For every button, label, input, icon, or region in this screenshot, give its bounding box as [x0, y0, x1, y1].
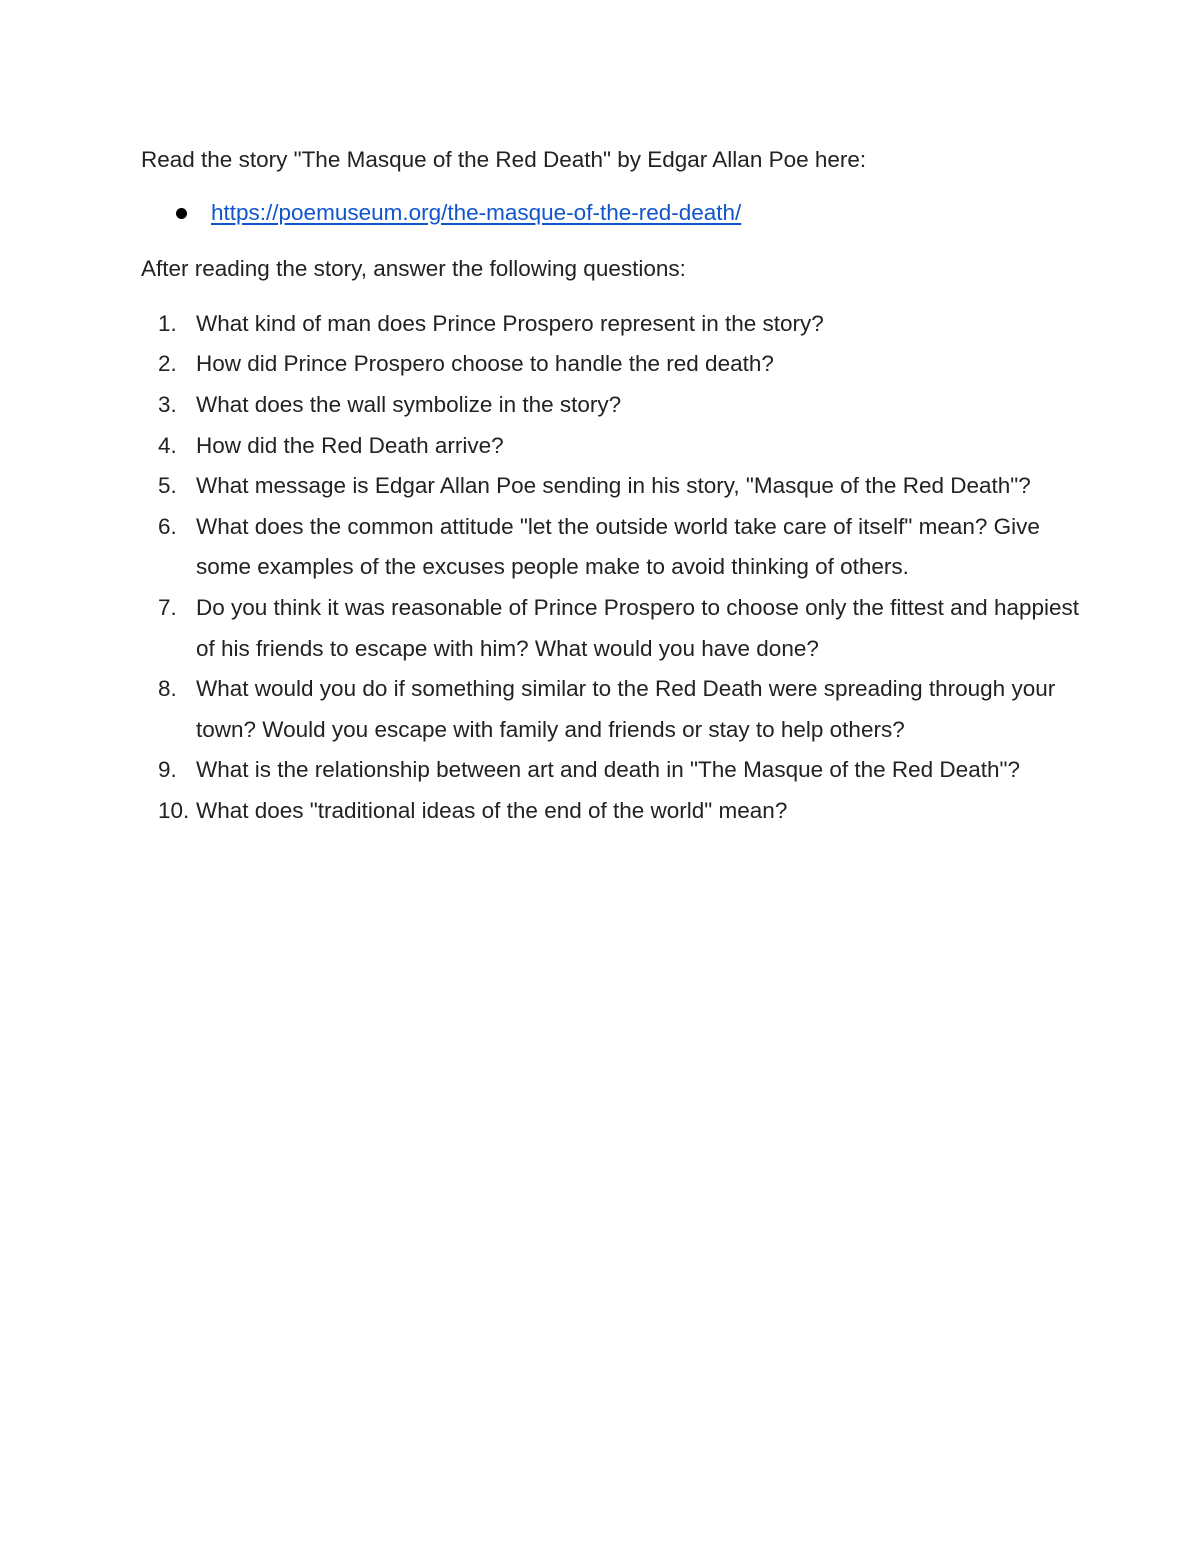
- question-item: [141, 426, 1081, 467]
- question-text: What does the wall symbolize in the story?: [196, 391, 622, 417]
- question-number: 3.: [158, 391, 177, 417]
- intro-text: Read the story "The Masque of the Red Death" by Edgar Allan Poe here:: [141, 147, 867, 172]
- question-text: What does the common attitude "let the outside world take care of itself" mean? Give some examples of the excuses people make to avoid thinking of others.: [196, 513, 1040, 580]
- question-number: 2.: [158, 351, 177, 377]
- question-text: What message is Edgar Allan Poe sending in his story, "Masque of the Red Death"?: [196, 473, 1031, 499]
- story-link[interactable]: https://poemuseum.org/the-masque-of-the-red-death/: [211, 199, 742, 225]
- link-list: [141, 193, 1081, 234]
- questions-list: [141, 304, 1081, 832]
- question-item: [141, 304, 1081, 345]
- question-item: [141, 750, 1081, 791]
- question-text: How did Prince Prospero choose to handle the red death?: [196, 351, 774, 377]
- instructions-text: After reading the story, answer the following questions:: [141, 256, 686, 282]
- question-text: How did the Red Death arrive?: [196, 432, 504, 458]
- question-item: [141, 344, 1081, 385]
- question-number: 10.: [158, 797, 190, 823]
- bullet-icon: [176, 208, 187, 219]
- question-number: 4.: [158, 432, 177, 458]
- document-body: [141, 140, 1081, 832]
- question-number: 6.: [158, 513, 177, 539]
- question-item: [141, 385, 1081, 426]
- question-item: [141, 588, 1081, 669]
- question-item: [141, 466, 1081, 507]
- question-number: 1.: [158, 310, 177, 336]
- question-number: 5.: [158, 473, 177, 499]
- question-number: 9.: [158, 757, 177, 783]
- question-text: What would you do if something similar to the Red Death were spreading through your town? Would you escape with family and friends or stay to help others?: [196, 676, 1056, 742]
- question-item: [141, 507, 1081, 588]
- question-number: 8.: [158, 676, 177, 702]
- question-text: What does "traditional ideas of the end of the world" mean?: [196, 797, 788, 823]
- question-item: [141, 669, 1081, 750]
- question-item: [141, 791, 1081, 832]
- question-text: Do you think it was reasonable of Prince Prospero to choose only the fittest and happiest of his friends to escape with him? What would you have done?: [196, 594, 1080, 661]
- link-list-item: [141, 193, 1081, 234]
- question-text: What kind of man does Prince Prospero represent in the story?: [196, 310, 824, 336]
- question-text: What is the relationship between art and death in "The Masque of the Red Death"?: [196, 757, 1020, 783]
- question-number: 7.: [158, 594, 177, 620]
